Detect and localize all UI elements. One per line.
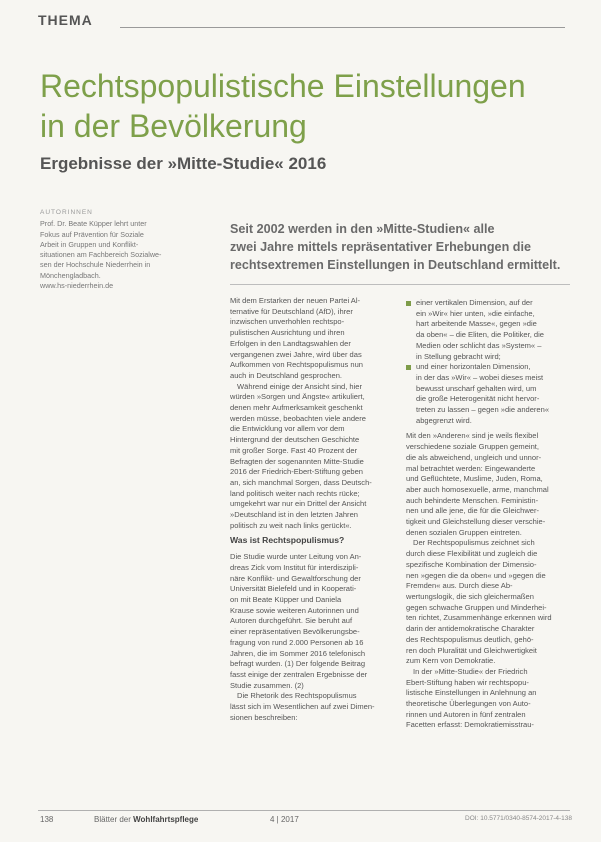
text-line: Universität Bielefeld und in Kooperati- xyxy=(230,584,357,594)
text-line: denen mehr Aufmerksamkeit geschenkt xyxy=(230,403,363,413)
text-line: mal betrachtet werden: Eingewanderte xyxy=(406,463,536,473)
text-line: wertungslogik, die sich gleichermaßen xyxy=(406,591,534,601)
text-line: sionen beschreiben: xyxy=(230,712,298,722)
author-label: AUTORINNEN xyxy=(40,209,93,216)
text-line: die als abweichend, ungleich und unnor- xyxy=(406,452,542,462)
text-line: Jahren, die im Sommer 2016 telefonisch xyxy=(230,648,366,658)
paragraph xyxy=(230,382,395,532)
text-line: bewusst unscharf gehalten wird, um xyxy=(416,383,537,393)
text-line: Studie zusammen. (2) xyxy=(230,680,304,690)
text-line: nen und alle jene, die für die Gleichwer- xyxy=(406,506,539,516)
text-line: mit großer Sorge. Fast 40 Prozent der xyxy=(230,445,358,455)
text-line: Hintergrund der deutschen Geschichte xyxy=(230,435,360,445)
text-line: tigkeit und Gleichstellung dieser verschie- xyxy=(406,517,546,527)
text-line: »Deutschland ist in den letzten Jahren xyxy=(230,510,358,520)
lead-paragraph xyxy=(230,220,570,275)
author-website-link[interactable]: www.hs-niederrhein.de xyxy=(40,281,114,291)
text-line: ren doch Pluralität und Gleichwertigkeit xyxy=(406,645,537,655)
body-column-right xyxy=(406,298,571,731)
text-line: Facetten erfasst: Demokratiemisstrau- xyxy=(406,720,534,730)
text-line: auch behinderte Menschen. Feministin- xyxy=(406,495,539,505)
text-line: on mit Beate Küpper und Daniela xyxy=(230,594,342,604)
header-rule xyxy=(120,27,565,28)
text-line: zum Kern von Demokratie. xyxy=(406,656,496,666)
text-line: und einer horizontalen Dimension, xyxy=(416,362,531,372)
text-line: einer repräsentativen Bevölkerungsbe- xyxy=(230,627,360,637)
author-line: sen der Hochschule Niederrhein in xyxy=(40,260,151,270)
text-line: Mit dem Erstarken der neuen Partei Al- xyxy=(230,296,361,305)
lead-line: rechtsextremen Einstellungen in Deutschland ermittelt. xyxy=(230,258,561,273)
text-line: Fremden« aus. Durch diese Ab- xyxy=(406,581,513,591)
journal-name-bold: Wohlfahrtspflege xyxy=(133,815,199,824)
text-line: fasst einige der zentralen Ergebnisse der xyxy=(230,669,368,679)
text-line: befragt wurden. (1) Der folgende Beitrag xyxy=(230,659,366,669)
text-line: an, sich manchmal Sorgen, dass Deutsch- xyxy=(230,477,372,487)
section-label: THEMA xyxy=(38,12,93,28)
author-box xyxy=(40,208,190,291)
author-line: Mönchengladbach. xyxy=(40,270,101,280)
text-line: in der das »Wir« – wobei dieses meist xyxy=(416,372,544,382)
paragraph xyxy=(406,538,571,666)
text-line: in Stellung gebracht wird; xyxy=(416,351,501,361)
text-line: Der Rechtspopulismus zeichnet sich xyxy=(413,538,535,548)
bullet-item xyxy=(406,362,571,426)
text-line: verschiedene soziale Gruppen gemeint, xyxy=(406,442,539,452)
text-line: pulistischen Ausrichtung und ihren xyxy=(230,328,345,338)
article-title xyxy=(40,66,580,146)
text-line: theoretische Überlegungen von Auto- xyxy=(406,699,531,709)
paragraph xyxy=(406,431,571,538)
text-line: die Entwicklung vor allem vor dem xyxy=(230,424,345,434)
author-line: Prof. Dr. Beate Küpper lehrt unter xyxy=(40,219,147,229)
text-line: Autoren durchgeführt. Sie beruht auf xyxy=(230,616,353,626)
text-line: darin der antidemokratische Charakter xyxy=(406,624,535,634)
lead-line: Seit 2002 werden in den »Mitte-Studien« alle xyxy=(230,222,495,236)
text-line: Erfolgen in den Landtagswahlen der xyxy=(230,338,351,348)
text-line: würden »Sorgen und Ängste« artikuliert, xyxy=(230,392,365,402)
title-line: in der Bevölkerung xyxy=(40,108,307,144)
text-line: fragung von rund 2.000 Personen ab 16 xyxy=(230,637,364,647)
text-line: und Geflüchtete, Muslime, Juden, Roma, xyxy=(406,474,543,484)
text-line: durch diese Flexibilität und zugleich die xyxy=(406,549,538,559)
text-line: Krause sowie weiteren Autorinnen und xyxy=(230,605,359,615)
text-line: aber auch homosexuelle, arme, manchmal xyxy=(406,484,549,494)
text-line: dreas Zick vom Institut für interdiszipli- xyxy=(230,562,359,572)
text-line: abgegrenzt wird. xyxy=(416,415,472,425)
text-line: spezifische Kombination der Dimensio- xyxy=(406,559,537,569)
text-line: gegen schwache Gruppen und Minderhei- xyxy=(406,602,547,612)
text-line: einer vertikalen Dimension, auf der xyxy=(416,298,533,307)
text-line: ein »Wir« hier unten, »die einfache, xyxy=(416,308,535,318)
journal-prefix: Blätter der xyxy=(94,815,134,824)
text-line: listische Einstellungen in Anlehnung an xyxy=(406,688,537,698)
bullet-item xyxy=(406,298,571,362)
text-line: Mit den »Anderen« sind je weils flexibel xyxy=(406,431,539,441)
issue-number: 4 | 2017 xyxy=(270,815,299,824)
text-line: näre Konflikt- und Gewaltforschung der xyxy=(230,573,361,583)
text-line: land politisch weiter nach rechts rücke; xyxy=(230,488,360,498)
text-line: da oben« – die Eliten, die Politiker, die xyxy=(416,330,544,340)
section-heading: Was ist Rechtspopulismus? xyxy=(230,535,345,546)
title-line: Rechtspopulistische Einstellungen xyxy=(40,68,526,104)
article-subtitle: Ergebnisse der »Mitte-Studie« 2016 xyxy=(40,154,327,173)
text-line: inzwischen unverhohlen rechtspo- xyxy=(230,317,345,327)
text-line: Medien oder schlicht das »System« – xyxy=(416,340,542,350)
doi: DOI: 10.5771/0340-8574-2017-4-138 xyxy=(465,815,572,822)
author-line: Arbeit in Gruppen und Konflikt- xyxy=(40,239,139,249)
text-line: ternative für Deutschland (AfD), ihrer xyxy=(230,306,353,316)
paragraph xyxy=(230,552,395,691)
text-line: Die Studie wurde unter Leitung von An- xyxy=(230,552,362,562)
text-line: Während einige der Ansicht sind, hier xyxy=(237,381,363,391)
text-line: lässt sich im Wesentlichen auf zwei Dimen- xyxy=(230,702,375,712)
text-line: Aufkommen von Rechtspopulismus nun xyxy=(230,360,363,370)
text-line: ten richtet, Zusammenhänge erkennen wird xyxy=(406,613,552,623)
paragraph xyxy=(406,667,571,731)
paragraph xyxy=(230,296,395,382)
text-line: rinnen und Autoren in fünf zentralen xyxy=(406,709,526,719)
text-line: umgekehrt war nur ein Drittel der Ansicht xyxy=(230,499,367,509)
text-line: auch in Deutschland gesprochen. xyxy=(230,370,343,380)
text-line: des Rechtspopulismus deutlich, gehö- xyxy=(406,634,534,644)
text-line: treten zu lassen – gegen »die anderen« xyxy=(416,405,550,415)
text-line: Befragten der sogenannten Mitte-Studie xyxy=(230,456,364,466)
text-line: vergangenen zwei Jahre, wird über das xyxy=(230,349,362,359)
text-line: die große Heterogenität nicht hervor- xyxy=(416,394,540,404)
text-line: denen sozialen Gruppen eintreten. xyxy=(406,527,522,537)
text-line: Ebert-Stiftung haben wir rechtspopu- xyxy=(406,677,529,687)
text-line: werden müsse, beobachten viele andere xyxy=(230,413,366,423)
author-line: situationen am Fachbereich Sozialwe- xyxy=(40,250,162,260)
text-line: hart arbeitende Masse«, gegen »die xyxy=(416,319,537,329)
text-line: Die Rhetorik des Rechtspopulismus xyxy=(237,691,357,701)
text-line: politisch zu weit nach links gerückt«. xyxy=(230,520,352,530)
lead-line: zwei Jahre mittels repräsentativer Erhebungen die xyxy=(230,240,531,255)
text-line: 2016 der Friedrich-Ebert-Stiftung geben xyxy=(230,467,363,477)
page-number: 138 xyxy=(40,815,54,824)
author-line: Fokus auf Prävention für Soziale xyxy=(40,229,144,239)
footer-rule xyxy=(38,810,570,811)
paragraph xyxy=(230,691,395,723)
text-line: nen »gegen die da oben« und »gegen die xyxy=(406,570,546,580)
body-column-left xyxy=(230,296,395,723)
lead-divider xyxy=(230,284,570,285)
journal-name xyxy=(94,815,198,824)
text-line: In der »Mitte-Studie« der Friedrich xyxy=(413,666,528,676)
